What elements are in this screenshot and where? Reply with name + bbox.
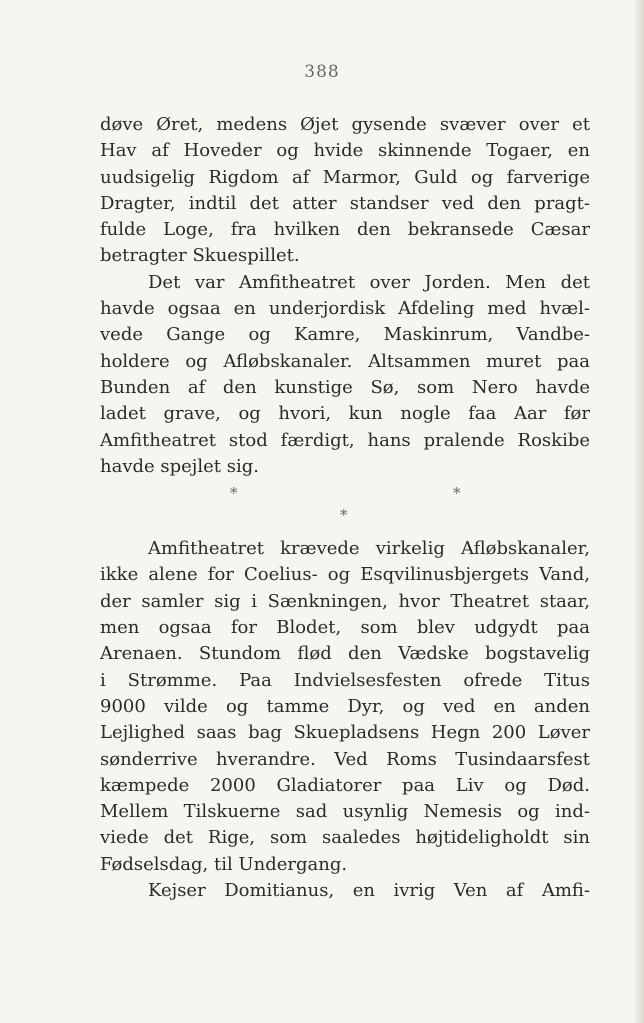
text-line: vede Gange og Kamre, Maskinrum, Vandbe- [100, 324, 590, 346]
text-line: Fødselsdag, til Undergang. [100, 853, 348, 875]
text-line: havde ogsaa en underjordisk Afdeling med hvæl- [100, 298, 590, 320]
text-line: der samler sig i Sænkningen, hvor Theatret staar, [100, 590, 590, 612]
page-spine-shadow [634, 0, 644, 1023]
text-line: holdere og Afløbskanaler. Altsammen muret paa [100, 350, 590, 372]
asterisk-left: * [230, 484, 238, 503]
section-separator [100, 480, 590, 506]
text-line: Hav af Hoveder og hvide skinnende Togaer, en [100, 140, 590, 162]
body-text [100, 112, 590, 904]
asterisk-center: * [340, 506, 348, 525]
text-line: 9000 vilde og tamme Dyr, og ved en anden [100, 695, 590, 717]
text-line: i Strømme. Paa Indvielsesfesten ofrede Titus [100, 669, 590, 691]
section-separator-lower [100, 506, 590, 530]
text-line: Amfitheatret krævede virkelig Afløbskanaler, [148, 538, 590, 560]
text-line: Lejlighed saas bag Skuepladsens Hegn 200 Løver [100, 722, 590, 744]
paragraph-1 [100, 112, 590, 270]
text-line: Kejser Domitianus, en ivrig Ven af Amfi- [148, 880, 590, 902]
text-line: sønderrive hverandre. Ved Roms Tusindaarsfest [100, 748, 590, 770]
asterisk-right: * [453, 484, 461, 503]
text-line: fulde Loge, fra hvilken den bekransede Cæsar [100, 219, 590, 241]
text-line: uudsigelig Rigdom af Marmor, Guld og farverige [100, 166, 590, 188]
text-line: havde spejlet sig. [100, 455, 259, 477]
page-number: 388 [304, 62, 340, 82]
paragraph-2 [100, 270, 590, 480]
text-line: Det var Amfitheatret over Jorden. Men det [148, 271, 590, 293]
text-line: Bunden af den kunstige Sø, som Nero havde [100, 376, 590, 398]
text-line: døve Øret, medens Øjet gysende svæver over et [100, 114, 590, 135]
text-line: kæmpede 2000 Gladiatorer paa Liv og Død. [100, 774, 590, 796]
text-line: men ogsaa for Blodet, som blev udgydt paa [100, 617, 590, 639]
text-line: Amfitheatret stod færdigt, hans pralende Roskibe [100, 429, 590, 451]
paragraph-3 [100, 536, 590, 878]
text-line: Mellem Tilskuerne sad usynlig Nemesis og ind- [100, 801, 590, 823]
text-line: viede det Rige, som saaledes højtideligholdt sin [100, 827, 590, 849]
paragraph-4 [100, 878, 590, 904]
text-line: betragter Skuespillet. [100, 245, 300, 267]
text-line: ikke alene for Coelius- og Esqvilinusbjergets Vand, [100, 564, 590, 586]
text-line: Dragter, indtil det atter standser ved den pragt- [100, 192, 590, 214]
text-line: Arenaen. Stundom flød den Vædske bogstavelig [100, 643, 590, 665]
text-line: ladet grave, og hvori, kun nogle faa Aar før [100, 403, 590, 425]
